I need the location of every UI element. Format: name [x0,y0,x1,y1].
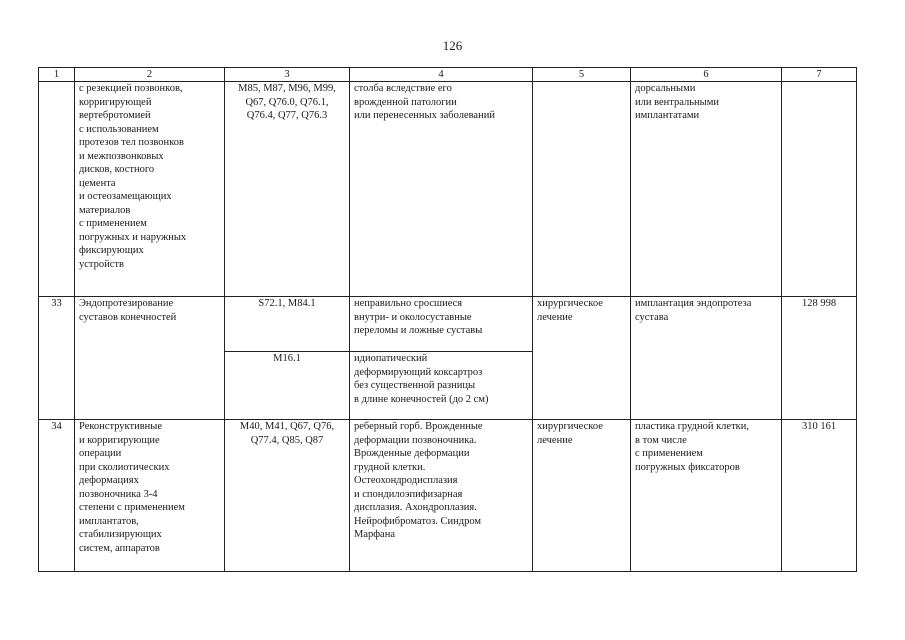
row-number-cell: 34 [39,420,75,572]
column-header: 2 [75,68,225,82]
column-header: 7 [782,68,857,82]
column-header: 4 [350,68,533,82]
diagnosis-codes-cell: М85, М87, М96, М99, Q67, Q76.0, Q76.1, Q76.4, Q77, Q76.3 [225,82,350,297]
row-number-cell [39,82,75,297]
table-row [39,420,857,572]
treatment-method-cell: пластика грудной клетки, в том числе с применением погружных фиксаторов [631,420,782,572]
column-header: 1 [39,68,75,82]
service-name-cell: с резекцией позвонков, корригирующей вертебротомией с использованием протезов тел позвонков и межпозвонковых дисков, костного цемента и остеозамещающих материалов с применением погружных и наружных фиксирующих устройств [75,82,225,297]
treatment-type-cell: хирургическое лечение [533,420,631,572]
patient-model-cell: идиопатический деформирующий коксартроз без существенной разницы в длине конечностей (до 2 см) [350,352,533,420]
diagnosis-codes-cell: S72.1, М84.1 [225,297,350,352]
column-header: 6 [631,68,782,82]
treatment-type-cell [533,82,631,297]
table-row [39,82,857,297]
column-number-header-row [39,68,857,82]
cost-cell: 128 998 [782,297,857,420]
diagnosis-codes-cell: М16.1 [225,352,350,420]
patient-model-cell: столба вследствие его врожденной патологии или перенесенных заболеваний [350,82,533,297]
cost-cell: 310 161 [782,420,857,572]
diagnosis-codes-cell: М40, М41, Q67, Q76, Q77.4, Q85, Q87 [225,420,350,572]
patient-model-cell: неправильно сросшиеся внутри- и околосуставные переломы и ложные суставы [350,297,533,352]
service-name-cell: Эндопротезирование суставов конечностей [75,297,225,420]
patient-model-cell: реберный горб. Врожденные деформации позвоночника. Врожденные деформации грудной клетки. Остеохондродисплазия и спондилоэпифизарная дисплазия. Ахондроплазия. Нейрофиброматоз. Синдром Марфана [350,420,533,572]
treatment-type-cell: хирургическое лечение [533,297,631,420]
service-name-cell: Реконструктивные и корригирующие операции при сколиотических деформациях позвоночника 3-4 степени с применением имплантатов, стабилизирующих систем, аппаратов [75,420,225,572]
page-number: 126 [442,38,463,53]
cost-cell [782,82,857,297]
column-header: 5 [533,68,631,82]
row-number-cell: 33 [39,297,75,420]
treatment-method-cell: дорсальными или вентральными имплантатами [631,82,782,297]
medical-services-table [38,67,857,572]
table-row [39,297,857,352]
column-header: 3 [225,68,350,82]
treatment-method-cell: имплантация эндопротеза сустава [631,297,782,420]
